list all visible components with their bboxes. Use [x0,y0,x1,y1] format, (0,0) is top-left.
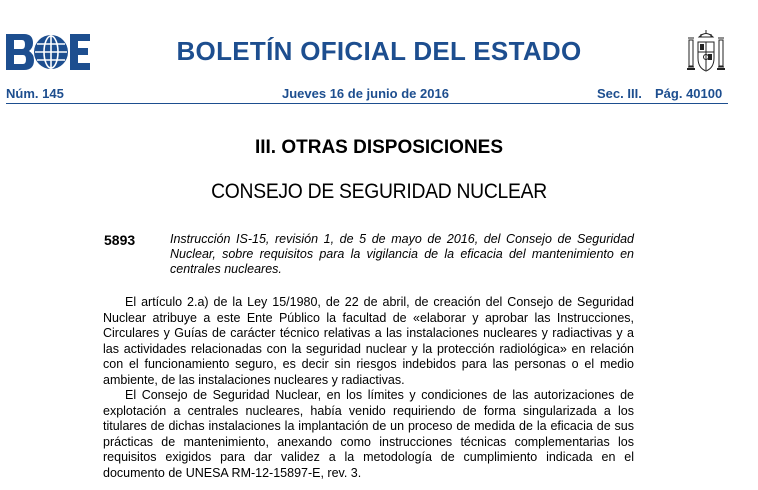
header-divider [6,103,728,104]
section-ref: Sec. III. [597,86,642,101]
document-number: 5893 [104,232,136,248]
page-number: Pág. 40100 [655,86,723,101]
issue-number: Núm. 145 [6,86,64,101]
section-title: III. OTRAS DISPOSICIONES [254,137,504,158]
paragraph: El Consejo de Seguridad Nuclear, en los límites y condiciones de las autorizaciones de explotación a centrales nucleares, había venido requiriendo de forma singularizada a los titulares de dichas instalaciones la implantación de un proceso de medida de la eficacia de sus prácticas de mantenimiento, anexando como instrucciones técnicas complementarias los requisitos exigidos para dar validez a la metodología de cumplimiento indicada en el documento de UNESA RM-12-15897-E, rev. 3. [103,388,634,480]
document-body [103,295,634,481]
bulletin-title: BOLETÍN OFICIAL DEL ESTADO [176,36,582,66]
issue-date: Jueves 16 de junio de 2016 [282,86,449,101]
document-title: Instrucción IS-15, revisión 1, de 5 de mayo de 2016, del Consejo de Seguridad Nuclear, sobre requisitos para la vigilancia de la eficacia del mantenimiento en centrales nucleares. [170,232,634,276]
organization-title: CONSEJO DE SEGURIDAD NUCLEAR [211,180,547,203]
coat-of-arms-icon [684,28,728,76]
paragraph: El artículo 2.a) de la Ley 15/1980, de 22 de abril, de creación del Consejo de Seguridad Nuclear atribuye a este Ente Público la facultad de «elaborar y aprobar las Instrucciones, Circulares y Guías de carácter técnico relativas a las instalaciones nucleares y radiactivas y a las actividades relacionadas con la seguridad nuclear y la protección radiológica» en relación con el funcionamiento seguro, es decir sin riesgos indebidos para las personas o el medio ambiente, de las instalaciones nucleares y radiactivas. [103,295,634,387]
